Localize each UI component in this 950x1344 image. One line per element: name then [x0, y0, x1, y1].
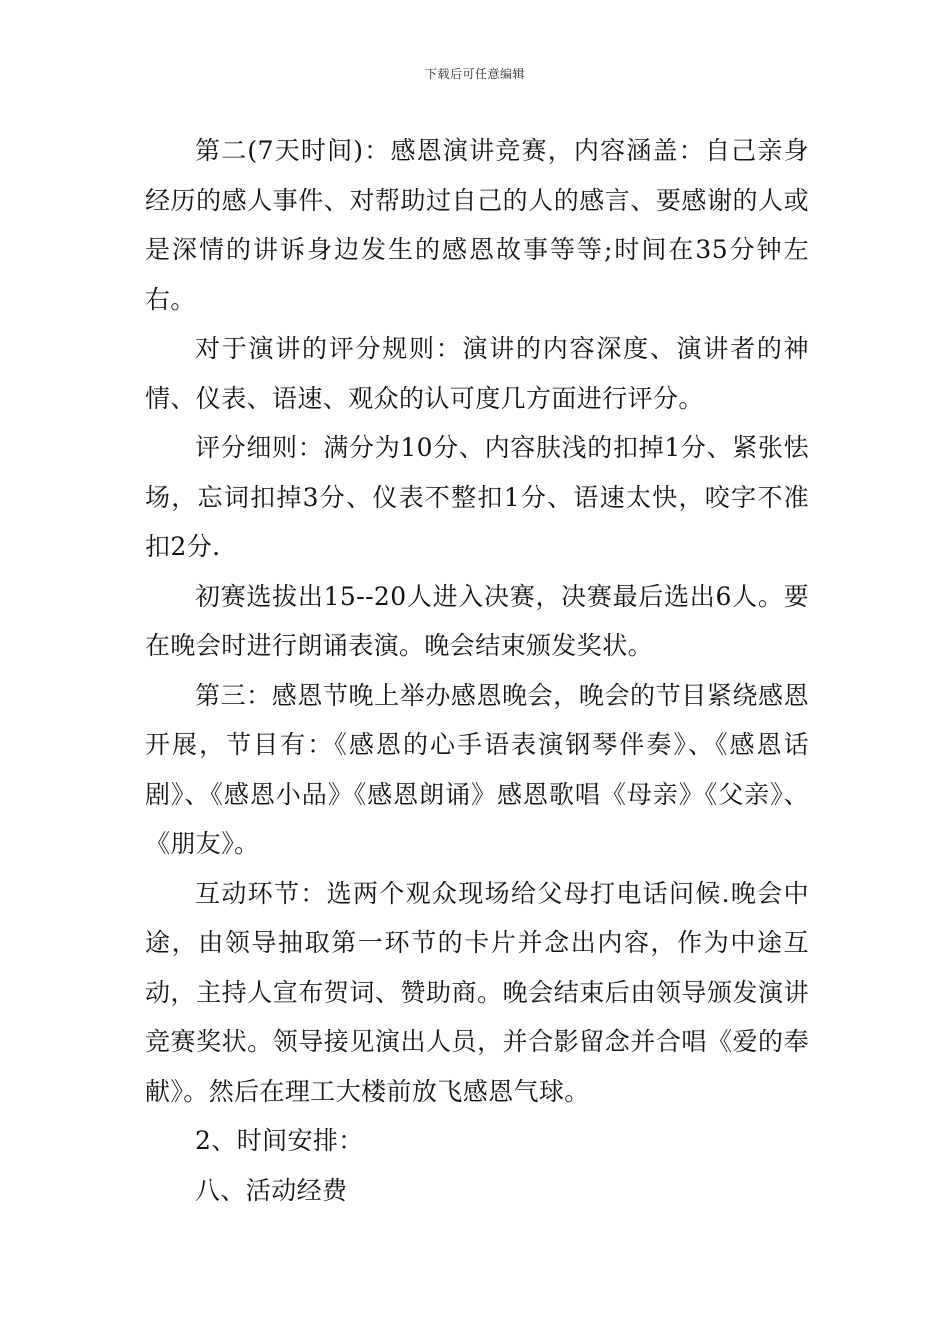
paragraph-preliminary-selection: 初赛选拔出15--20人进入决赛，决赛最后选出6人。要在晚会时进行朗诵表演。晚会结束颁发奖状。 — [145, 581, 809, 660]
page-header: 下载后可任意编辑 — [424, 67, 525, 81]
paragraph-interaction-segment: 互动环节：选两个观众现场给父母打电话问候.晚会中途，由领导抽取第一环节的卡片并念出内容，作为中途互动，主持人宣布贺词、赞助商。晚会结束后由领导颁发演讲竞赛奖状。领导接见演出人员，并合影留念并合唱《爱的奉献》。然后在理工大楼前放飞感恩气球。 — [145, 878, 809, 1106]
paragraph-scoring-rules: 对于演讲的评分规则：演讲的内容深度、演讲者的神情、仪表、语速、观众的认可度几方面进行评分。 — [145, 334, 809, 413]
paragraph-budget-heading: 八、活动经费 — [195, 1175, 348, 1205]
paragraph-scoring-details: 评分细则：满分为10分、内容肤浅的扣掉1分、紧张怯场，忘词扣掉3分、仪表不整扣1分、语速太快，咬字不准扣2分. — [145, 433, 809, 561]
document-body — [145, 126, 809, 1215]
paragraph-speech-contest: 第二(7天时间)：感恩演讲竞赛，内容涵盖：自己亲身经历的感人事件、对帮助过自己的人的感言、要感谢的人或是深情的讲诉身边发生的感恩故事等等;时间在35分钟左右。 — [145, 136, 809, 314]
paragraph-thanksgiving-gala: 第三：感恩节晚上举办感恩晚会，晚会的节目紧绕感恩开展，节目有：《感恩的心手语表演钢琴伴奏》、《感恩话剧》、《感恩小品》《感恩朗诵》感恩歌唱《母亲》《父亲》、《朋友》。 — [145, 680, 809, 858]
paragraph-schedule-heading: 2、时间安排： — [195, 1126, 364, 1155]
